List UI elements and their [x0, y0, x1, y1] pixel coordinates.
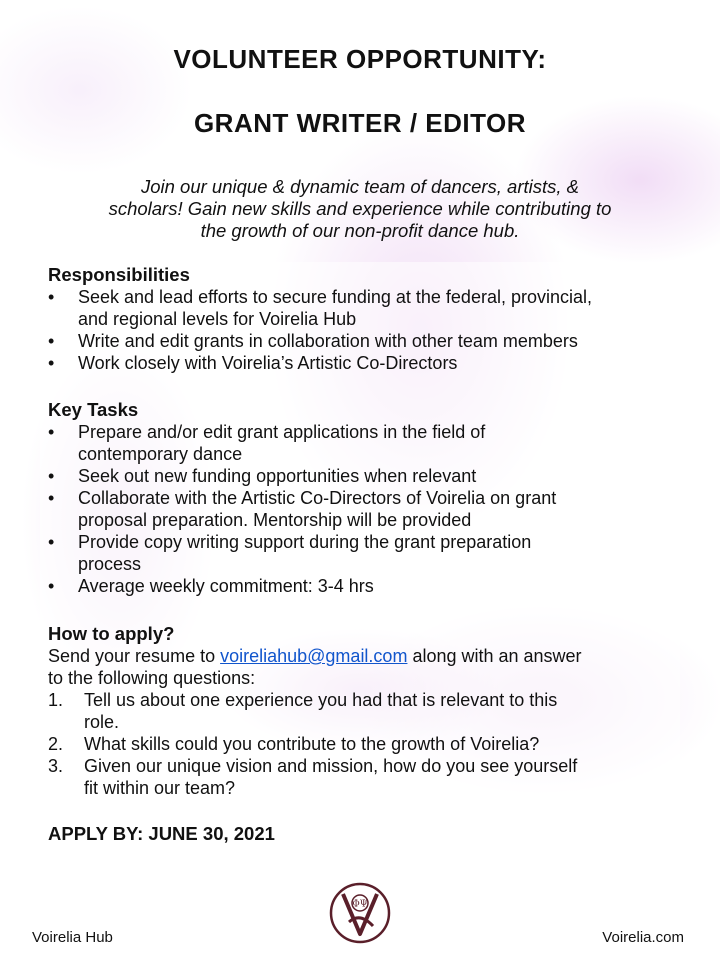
- list-item-text: and regional levels for Voirelia Hub: [78, 309, 357, 329]
- section-heading: Key Tasks: [48, 399, 139, 420]
- list-item-text: Collaborate with the Artistic Co-Directors of Voirelia on grant: [78, 488, 557, 508]
- bullet-icon: •: [48, 287, 55, 307]
- list-item-text: Work closely with Voirelia’s Artistic Co-Directors: [78, 353, 458, 373]
- list-item-text: Seek out new funding opportunities when relevant: [78, 466, 477, 486]
- question-text: role.: [84, 712, 120, 732]
- bullet-icon: •: [48, 353, 55, 373]
- question-number: 2.: [48, 734, 64, 754]
- bullet-icon: •: [48, 422, 55, 442]
- question-number: 3.: [48, 756, 64, 776]
- footer-org-name: Voirelia Hub: [32, 929, 113, 946]
- key-tasks-section: [48, 399, 688, 597]
- page-subtitle: GRANT WRITER / EDITOR: [193, 108, 527, 138]
- list-item-text: Prepare and/or edit grant applications in the field of: [78, 422, 486, 442]
- list-item: [48, 465, 688, 487]
- bullet-icon: •: [48, 576, 55, 596]
- question-text: Tell us about one experience you had that is relevant to this: [84, 690, 558, 710]
- list-item-text: contemporary dance: [78, 444, 243, 464]
- apply-text: along with an answer: [407, 646, 582, 666]
- question-item: [48, 733, 688, 755]
- question-text: What skills could you contribute to the growth of Voirelia?: [84, 734, 540, 754]
- list-item: [48, 330, 688, 352]
- footer-website[interactable]: Voirelia.com: [602, 929, 684, 946]
- intro-line: the growth of our non-profit dance hub.: [200, 220, 520, 241]
- apply-text: Send your resume to: [48, 646, 221, 666]
- list-item: [48, 421, 688, 465]
- bullet-icon: •: [48, 331, 55, 351]
- bullet-icon: •: [48, 466, 55, 486]
- question-item: [48, 755, 688, 799]
- list-item-text: Seek and lead efforts to secure funding at the federal, provincial,: [78, 287, 592, 307]
- list-item-text: Average weekly commitment: 3-4 hrs: [78, 576, 374, 596]
- list-item-text: Write and edit grants in collaboration with other team members: [78, 331, 578, 351]
- bullet-icon: •: [48, 532, 55, 552]
- list-item-text: process: [78, 554, 142, 574]
- list-item: [48, 487, 688, 531]
- voirelia-logo-icon: [329, 882, 391, 944]
- page-title: VOLUNTEER OPPORTUNITY:: [173, 44, 547, 74]
- list-item-text: Provide copy writing support during the grant preparation: [78, 532, 532, 552]
- responsibilities-section: [48, 264, 688, 374]
- list-item-text: proposal preparation. Mentorship will be provided: [78, 510, 472, 530]
- intro-line: Join our unique & dynamic team of dancers, artists, &: [140, 176, 580, 197]
- bullet-icon: •: [48, 488, 55, 508]
- logo-letters: ΦΨ: [352, 899, 368, 910]
- question-item: [48, 689, 688, 733]
- list-item: [48, 575, 688, 597]
- question-text: fit within our team?: [84, 778, 236, 798]
- email-link[interactable]: voireliahub@gmail.com: [220, 646, 408, 666]
- list-item: [48, 352, 688, 374]
- apply-instructions: [48, 645, 688, 667]
- section-heading: How to apply?: [48, 623, 175, 644]
- intro-text: [40, 176, 680, 242]
- how-to-apply-section: [48, 623, 688, 799]
- apply-deadline: APPLY BY: JUNE 30, 2021: [48, 823, 275, 844]
- list-item: [48, 531, 688, 575]
- question-number: 1.: [48, 690, 64, 710]
- list-item: [48, 286, 688, 330]
- intro-line: scholars! Gain new skills and experience while contributing to: [108, 198, 612, 219]
- section-heading: Responsibilities: [48, 264, 190, 285]
- apply-text: to the following questions:: [48, 668, 256, 688]
- question-text: Given our unique vision and mission, how do you see yourself: [84, 756, 578, 776]
